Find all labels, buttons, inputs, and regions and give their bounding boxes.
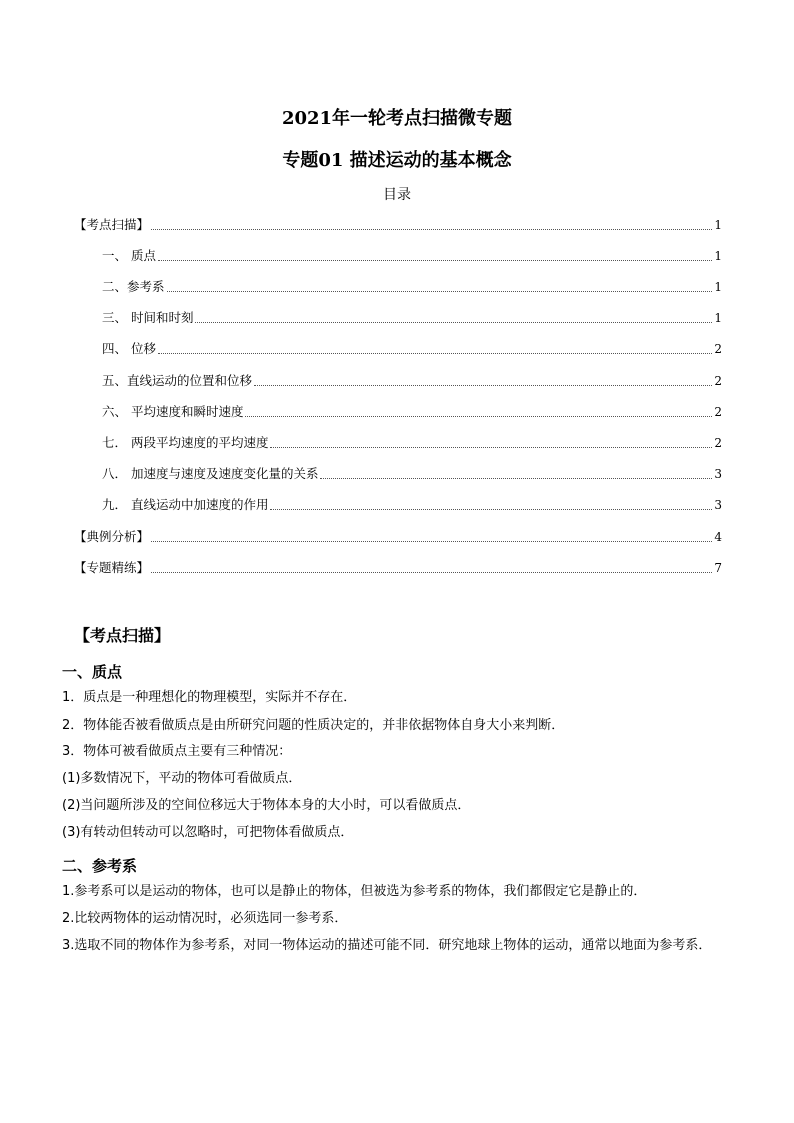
toc-leader <box>254 385 712 386</box>
paragraph: (3)有转动但转动可以忽略时，可把物体看做质点． <box>62 825 354 840</box>
paragraph: 1.参考系可以是运动的物体，也可以是静止的物体，但被选为参考系的物体，我们都假定它是静止的． <box>62 884 647 899</box>
toc-entry-label: 五、直线运动的位置和位移 <box>102 373 253 388</box>
toc-entry-page: 2 <box>714 436 722 450</box>
toc-entry[interactable] <box>102 308 722 328</box>
toc-entry[interactable] <box>102 495 722 515</box>
paragraph: 3.选取不同的物体作为参考系，对同一物体运动的描述可能不同．研究地球上物体的运动，通常以地面为参考系． <box>62 938 712 953</box>
toc-entry[interactable] <box>102 371 722 391</box>
toc-entry[interactable] <box>74 215 722 235</box>
toc-entry-page: 1 <box>714 218 722 232</box>
toc-entry[interactable] <box>102 246 722 266</box>
toc-entry-page: 4 <box>714 530 722 544</box>
toc-entry-page: 1 <box>714 280 722 294</box>
toc-entry-page: 1 <box>714 249 722 263</box>
document-subtitle: 专题01 描述运动的基本概念 <box>282 150 512 171</box>
toc-entry-page: 2 <box>714 374 722 388</box>
toc-entry-label: 六、 平均速度和瞬时速度 <box>102 404 244 419</box>
toc-leader <box>151 572 712 573</box>
toc-entry-label: 【专题精练】 <box>74 560 150 575</box>
toc-entry-page: 3 <box>714 467 722 481</box>
toc-entry-label: 【典例分析】 <box>74 529 150 544</box>
toc-leader <box>270 509 712 510</box>
toc-entry-page: 1 <box>714 311 722 325</box>
toc-leader <box>167 291 713 292</box>
toc-entry-label: 七． 两段平均速度的平均速度 <box>102 435 269 450</box>
toc-entry-label: 三、 时间和时刻 <box>102 310 194 325</box>
toc-leader <box>270 447 712 448</box>
toc-entry-page: 2 <box>714 342 722 356</box>
paragraph: 2.比较两物体的运动情况时，必须选同一参考系． <box>62 911 348 926</box>
paragraph: (2)当问题所涉及的空间位移远大于物体本身的大小时，可以看做质点． <box>62 798 471 813</box>
toc-leader <box>151 229 712 230</box>
toc-entry[interactable] <box>74 527 722 547</box>
subsection-title: 二、参考系 <box>62 857 138 875</box>
toc-entry[interactable] <box>102 277 722 297</box>
toc-entry[interactable] <box>102 433 722 453</box>
toc-leader <box>320 478 712 479</box>
toc-leader <box>158 260 712 261</box>
toc-entry[interactable] <box>102 464 722 484</box>
toc-entry-label: 一、 质点 <box>102 248 156 263</box>
paragraph: 3．物体可被看做质点主要有三种情况： <box>62 744 292 759</box>
toc-entry[interactable] <box>102 339 722 359</box>
paragraph: 1．质点是一种理想化的物理模型，实际并不存在． <box>62 690 357 705</box>
section-heading: 【考点扫描】 <box>74 626 171 645</box>
toc-entry-label: 八． 加速度与速度及速度变化量的关系 <box>102 466 319 481</box>
toc-entry-page: 7 <box>714 561 722 575</box>
toc-leader <box>158 353 712 354</box>
toc-entry-label: 四、 位移 <box>102 341 156 356</box>
toc-leader <box>151 541 712 542</box>
toc-entry[interactable] <box>102 402 722 422</box>
document-title: 2021年一轮考点扫描微专题 <box>281 108 513 129</box>
toc-entry-page: 2 <box>714 405 722 419</box>
paragraph: (1)多数情况下，平动的物体可看做质点． <box>62 771 302 786</box>
toc-entry[interactable] <box>74 558 722 578</box>
toc-leader <box>245 416 712 417</box>
subsection-title: 一、质点 <box>62 663 123 681</box>
toc-entry-label: 二、参考系 <box>102 279 165 294</box>
toc-entry-page: 3 <box>714 498 722 512</box>
toc-entry-label: 【考点扫描】 <box>74 217 150 232</box>
toc-entry-label: 九． 直线运动中加速度的作用 <box>102 497 269 512</box>
toc-heading: 目录 <box>383 187 411 203</box>
paragraph: 2．物体能否被看做质点是由所研究问题的性质决定的，并非依据物体自身大小来判断． <box>62 718 565 733</box>
toc-leader <box>195 322 712 323</box>
